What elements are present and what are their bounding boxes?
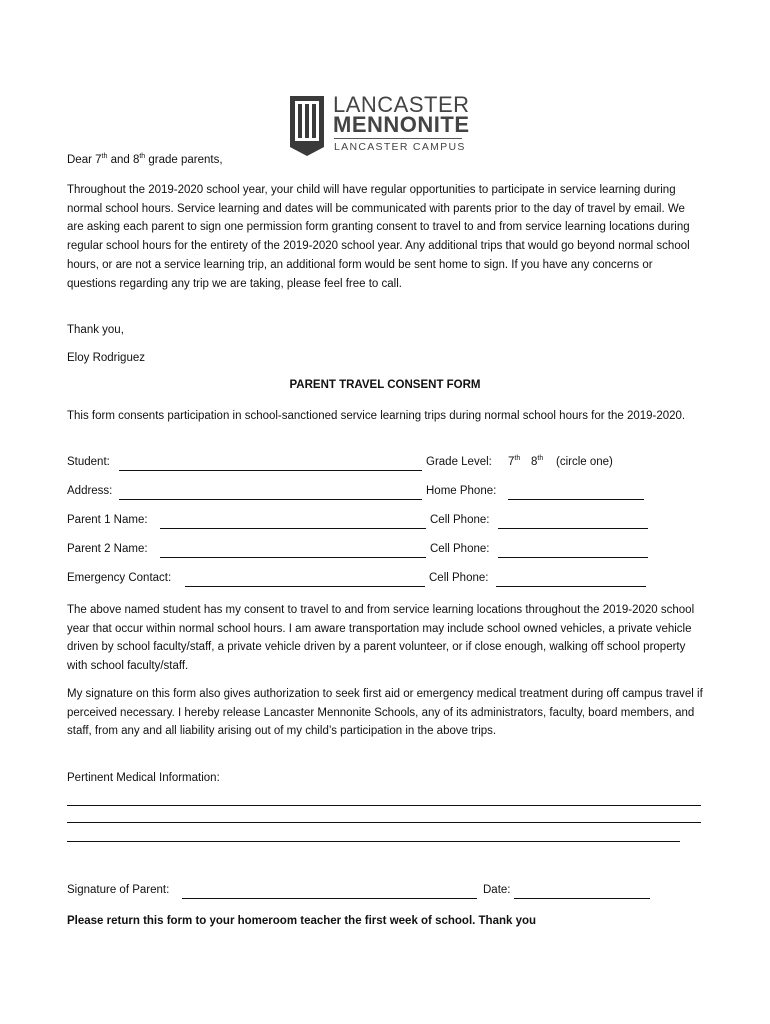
emergency-input[interactable] [185,586,425,587]
date-input[interactable] [514,898,650,899]
greeting-sup-2: th [139,153,146,161]
return-note: Please return this form to your homeroom teacher the first week of school. Thank you [67,915,537,927]
greeting-mid: and 8 [107,154,140,166]
parent1-cell-label: Cell Phone: [430,514,490,526]
address-label: Address: [67,485,113,497]
greeting-sup-1: th [101,153,108,161]
grade-7-sup: th [514,455,521,463]
consent-text: The above named student has my consent to travel to and from service learning locations throughout the 2019-2020 school year that occur within normal school hours. I am aware transportation may include school owned vehicles, a private vehicle driven by school faculty/staff, a private vehicle driven by a parent volunteer, or if close enough, walking off school property with school faculty/staff. [67,604,695,673]
letter-body: Throughout the 2019-2020 school year, your child will have regular opportunities to participate in service learning during normal school hours. Service learning and dates will be communicated with parents prior to the day of travel by email. We are asking each parent to sign one permission form granting consent to travel to and from service learning locations during regular school hours for the entirety of the 2019-2020 school year. Any additional trips that would go beyond normal school hours, or are not a service learning trip, an additional form would be sent home to sign. If you have any concerns or questions regarding any trip we are taking, please feel free to call. [67,184,690,290]
parent2-cell-label: Cell Phone: [430,543,490,555]
logo-divider [334,138,462,139]
signature-label: Signature of Parent: [67,884,170,896]
grade-label: Grade Level: [426,456,492,468]
greeting-prefix: Dear 7 [67,154,102,166]
parent1-cell-input[interactable] [498,528,648,529]
logo-line-1: LANCASTER [333,92,470,117]
form-title: PARENT TRAVEL CONSENT FORM [289,379,481,391]
letter-signature: Eloy Rodriguez [67,352,145,364]
medical-line-1[interactable] [67,805,701,806]
address-input[interactable] [119,499,422,500]
home-phone-label: Home Phone: [426,485,497,497]
grade-7-text: 7 [508,456,515,468]
school-logo [289,92,470,157]
student-label: Student: [67,456,110,468]
grade-hint: (circle one) [556,456,613,468]
grade-option-7[interactable] [508,456,520,468]
parent2-cell-input[interactable] [498,557,648,558]
greeting [67,151,223,170]
parent1-label: Parent 1 Name: [67,514,148,526]
shield-logo-icon [289,95,325,157]
medical-line-3[interactable] [67,841,680,842]
date-label: Date: [483,884,511,896]
grade-8-sup: th [537,455,544,463]
emergency-cell-input[interactable] [496,586,646,587]
parent2-input[interactable] [160,557,426,558]
grade-8-text: 8 [531,456,538,468]
parent1-input[interactable] [160,528,426,529]
authorization-text: My signature on this form also gives authorization to seek first aid or emergency medical treatment during off campus travel if perceived necessary. I hereby release Lancaster Mennonite Schools, any of its administrators, faculty, board members, and staff, from any and all liability arising out of my child’s participation in the above trips. [67,688,703,738]
signature-input[interactable] [182,898,477,899]
logo-line-2: MENNONITE [333,112,470,137]
emergency-cell-label: Cell Phone: [429,572,489,584]
grade-option-8[interactable] [531,456,543,468]
student-input[interactable] [119,470,422,471]
parent2-label: Parent 2 Name: [67,543,148,555]
form-intro: This form consents participation in school-sanctioned service learning trips during normal school hours for the 2019-2020. [67,410,686,422]
medical-label: Pertinent Medical Information: [67,772,220,784]
medical-line-2[interactable] [67,822,701,823]
letter-closing: Thank you, [67,324,124,336]
home-phone-input[interactable] [508,499,644,500]
emergency-label: Emergency Contact: [67,572,172,584]
logo-line-3: LANCASTER CAMPUS [334,141,466,153]
greeting-suffix: grade parents, [145,154,223,166]
